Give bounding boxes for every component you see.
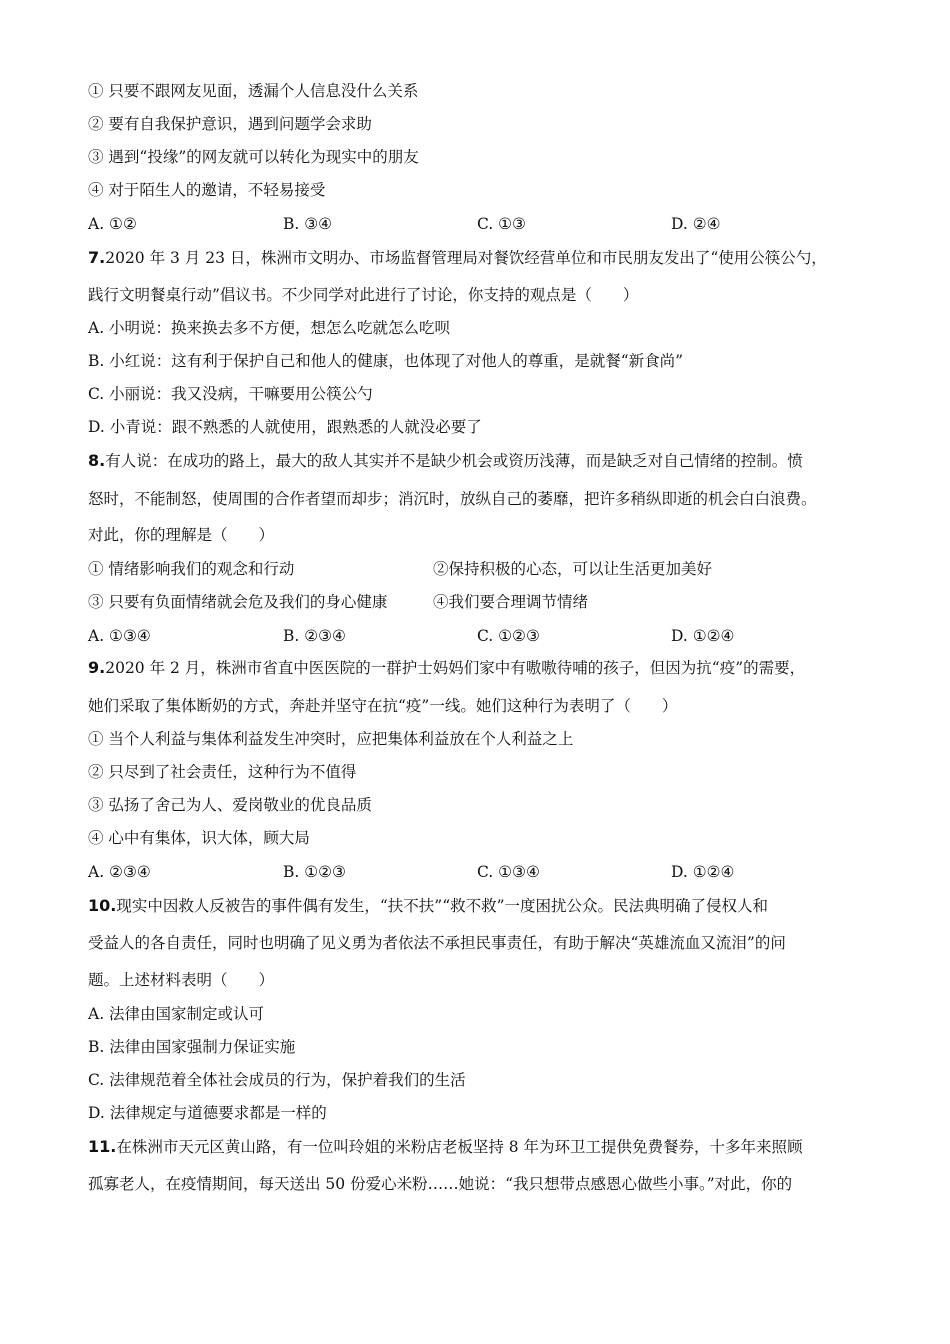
q9-option-d[interactable]: D. ①②④ — [671, 863, 735, 881]
q9-item-1: ① 当个人利益与集体利益发生冲突时，应把集体利益放在个人利益之上 — [88, 730, 574, 748]
q10-option-c[interactable]: C. 法律规范着全体社会成员的行为，保护着我们的生活 — [88, 1071, 466, 1089]
q9-stem-line-1: 9.2020 年 2 月，株洲市省直中医医院的一群护士妈妈们家中有嗷嗷待哺的孩子，但因为抗“疫”的需要， — [88, 658, 806, 677]
q6-option-a[interactable]: A. ①② — [88, 215, 137, 233]
q10-number: 10. — [88, 896, 117, 915]
q8-option-d[interactable]: D. ①②④ — [671, 627, 735, 645]
q9-number: 9. — [88, 658, 106, 677]
q8-option-a[interactable]: A. ①③④ — [88, 627, 151, 645]
q11-stem-line-1: 11.在株洲市天元区黄山路，有一位叫玲姐的米粉店老板坚持 8 年为环卫工提供免费餐券，十多年来照顾 — [88, 1137, 803, 1156]
q8-number: 8. — [88, 451, 106, 470]
q9-item-4: ④ 心中有集体，识大体，顾大局 — [88, 829, 310, 847]
q9-option-c[interactable]: C. ①③④ — [477, 863, 540, 881]
q7-option-d[interactable]: D. 小青说：跟不熟悉的人就使用，跟熟悉的人就没必要了 — [88, 418, 482, 436]
q8-item-2: ②保持积极的心态，可以让生活更加美好 — [433, 560, 713, 578]
q7-option-a[interactable]: A. 小明说：换来换去多不方便，想怎么吃就怎么吃呗 — [88, 319, 451, 337]
q9-item-2: ② 只尽到了社会责任，这种行为不值得 — [88, 763, 357, 781]
q6-option-b[interactable]: B. ③④ — [283, 215, 333, 233]
q6-item-3: ③ 遇到“投缘”的网友就可以转化为现实中的朋友 — [88, 148, 419, 166]
q10-stem-line-1: 10.现实中因救人反被告的事件偶有发生，“扶不扶”“救不救”一度困扰公众。民法典明确了侵权人和 — [88, 896, 769, 915]
q8-stem-line-2: 怒时，不能制怒，使周围的合作者望而却步；消沉时，放纵自己的萎靡，把许多稍纵即逝的机会白白浪费。 — [88, 490, 817, 508]
q9-option-b[interactable]: B. ①②③ — [283, 863, 346, 881]
q6-option-c[interactable]: C. ①③ — [477, 215, 526, 233]
q6-option-d[interactable]: D. ②④ — [671, 215, 721, 233]
q7-stem-line-2: 践行文明餐桌行动”倡议书。不少同学对此进行了讨论，你支持的观点是（ ） — [88, 286, 639, 304]
q7-number: 7. — [88, 248, 106, 267]
q7-option-c[interactable]: C. 小丽说：我又没病，干嘛要用公筷公勺 — [88, 385, 373, 403]
q10-option-d[interactable]: D. 法律规定与道德要求都是一样的 — [88, 1104, 327, 1122]
q8-item-4: ④我们要合理调节情绪 — [433, 593, 589, 611]
q9-stem-line-2: 她们采取了集体断奶的方式，奔赴并坚守在抗“疫”一线。她们这种行为表明了（ ） — [88, 697, 678, 715]
q9-item-3: ③ 弘扬了舍己为人、爱岗敬业的优良品质 — [88, 796, 372, 814]
q8-item-1: ① 情绪影响我们的观念和行动 — [88, 560, 295, 578]
q8-option-b[interactable]: B. ②③④ — [283, 627, 346, 645]
q6-item-4: ④ 对于陌生人的邀请，不轻易接受 — [88, 181, 326, 199]
q10-stem-line-3: 题。上述材料表明（ ） — [88, 971, 275, 989]
q7-stem-line-1: 7.2020 年 3 月 23 日，株洲市文明办、市场监督管理局对餐饮经营单位和市民朋友发出了“使用公筷公勺， — [88, 248, 827, 267]
q10-option-b[interactable]: B. 法律由国家强制力保证实施 — [88, 1038, 296, 1056]
q11-number: 11. — [88, 1137, 117, 1156]
q7-option-b[interactable]: B. 小红说：这有利于保护自己和他人的健康，也体现了对他人的尊重，是就餐“新食尚” — [88, 352, 684, 370]
q6-item-1: ① 只要不跟网友见面，透漏个人信息没什么关系 — [88, 82, 419, 100]
q11-stem-line-2: 孤寡老人，在疫情期间，每天送出 50 份爱心米粉……她说：“我只想带点感恩心做些小事。”对此，你的 — [88, 1175, 793, 1193]
q8-option-c[interactable]: C. ①②③ — [477, 627, 540, 645]
q8-stem-line-3: 对此，你的理解是（ ） — [88, 526, 275, 544]
q10-option-a[interactable]: A. 法律由国家制定或认可 — [88, 1005, 265, 1023]
q10-stem-line-2: 受益人的各自责任，同时也明确了见义勇为者依法不承担民事责任，有助于解决“英雄流血又流泪”的问 — [88, 934, 786, 952]
q8-stem-line-1: 8.有人说：在成功的路上，最大的敌人其实并不是缺少机会或资历浅薄，而是缺乏对自己情绪的控制。愤 — [88, 451, 803, 470]
q9-option-a[interactable]: A. ②③④ — [88, 863, 151, 881]
q8-item-3: ③ 只要有负面情绪就会危及我们的身心健康 — [88, 593, 388, 611]
q6-item-2: ② 要有自我保护意识，遇到问题学会求助 — [88, 115, 372, 133]
